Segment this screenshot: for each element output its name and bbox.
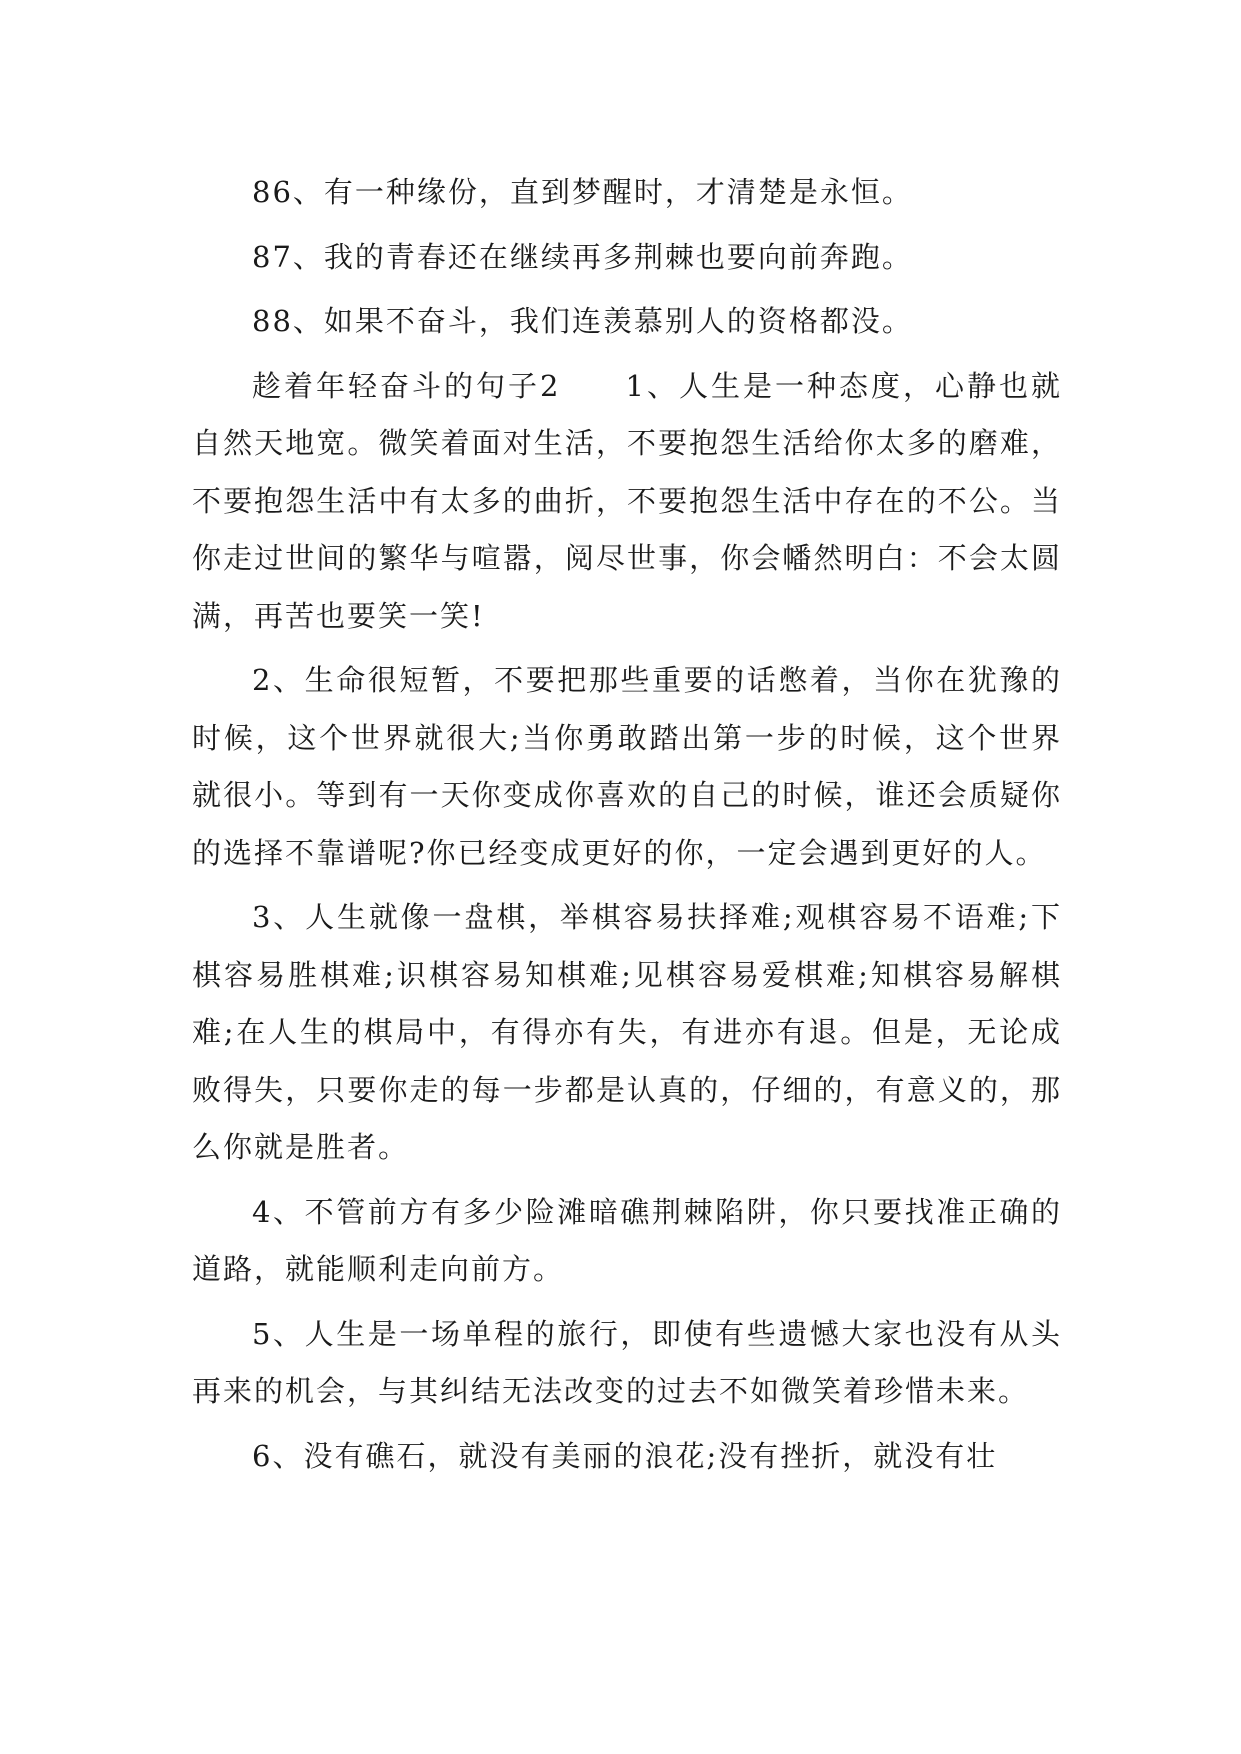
paragraph-item-2: 2、生命很短暂，不要把那些重要的话憋着，当你在犹豫的时候，这个世界就很大;当你勇敢踏出第一步的时候，这个世界就很小。等到有一天你变成你喜欢的自己的时候，谁还会质疑你的选择不靠谱呢?你已经变成更好的你，一定会遇到更好的人。 xyxy=(192,663,1062,870)
paragraph-item-4: 4、不管前方有多少险滩暗礁荆棘陷阱，你只要找准正确的道路，就能顺利走向前方。 xyxy=(192,1194,1062,1286)
paragraph-item-6: 6、没有礁石，就没有美丽的浪花;没有挫折，就没有壮 xyxy=(252,1438,998,1473)
document-body xyxy=(192,164,1062,1485)
paragraph-87: 87、我的青春还在继续再多荆棘也要向前奔跑。 xyxy=(252,239,913,274)
paragraph-86: 86、有一种缘份，直到梦醒时，才清楚是永恒。 xyxy=(252,175,913,209)
paragraph-section-2-item-1: 趁着年轻奋斗的句子2 1、人生是一种态度，心静也就自然天地宽。微笑着面对生活，不要抱怨生活给你太多的磨难，不要抱怨生活中有太多的曲折，不要抱怨生活中存在的不公。当你走过世间的繁华与喧嚣，阅尽世事，你会幡然明白：不会太圆满，再苦也要笑一笑! xyxy=(192,368,1062,633)
paragraph-item-3: 3、人生就像一盘棋，举棋容易扶择难;观棋容易不语难;下棋容易胜棋难;识棋容易知棋难;见棋容易爱棋难;知棋容易解棋难;在人生的棋局中，有得亦有失，有进亦有退。但是，无论成败得失，只要你走的每一步都是认真的，仔细的，有意义的，那么你就是胜者。 xyxy=(192,900,1062,1164)
paragraph-item-5: 5、人生是一场单程的旅行，即使有些遗憾大家也没有从头再来的机会，与其纠结无法改变的过去不如微笑着珍惜未来。 xyxy=(192,1316,1062,1408)
paragraph-88: 88、如果不奋斗，我们连羡慕别人的资格都没。 xyxy=(252,304,913,338)
